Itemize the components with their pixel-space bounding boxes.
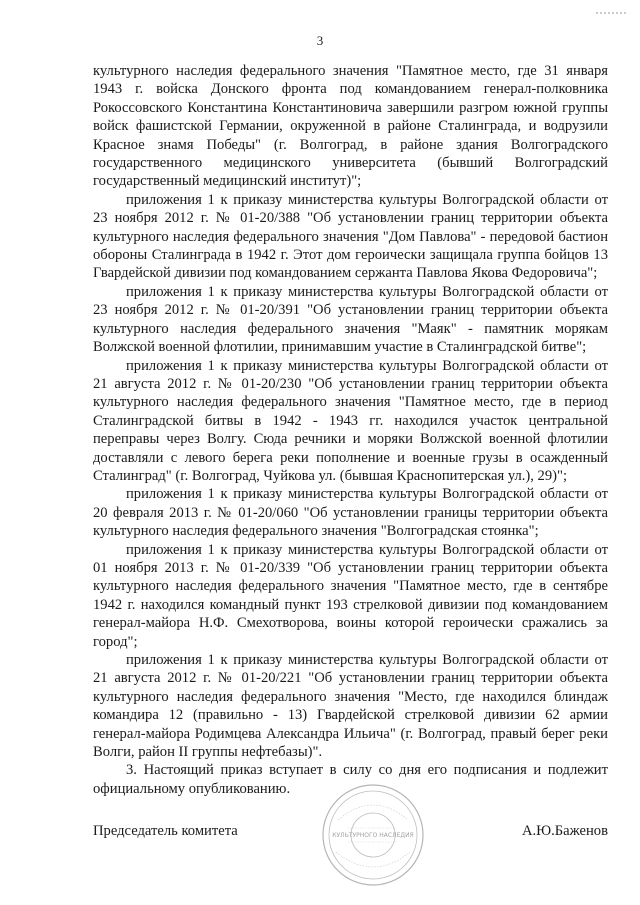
paragraph-appendix-dom-pavlova: приложения 1 к приказу министерства культуры Волгоградской области от 23 ноября 2012 г. № 01-20/388 "Об установлении границ территории объекта культурного наследия федерального значения "Дом Павлова" - передовой бастион обороны Сталинграда в 1942 г. Этот дом героически защищала группа бойцов 13 Гвардейской дивизии под командованием сержанта Павлова Якова Федоровича";: [93, 191, 608, 282]
stamp-text: КУЛЬТУРНОГО НАСЛЕДИЯ: [332, 832, 414, 839]
paragraph-appendix-mayak: приложения 1 к приказу министерства культуры Волгоградской области от 23 ноября 2012 г. № 01-20/391 "Об установлении границ территории объекта культурного наследия федерального значения "Маяк" - памятник морякам Волжской военной флотилии, принимавшим участие в Сталинградской битве";: [93, 283, 608, 356]
paragraph-appendix-stoyanka: приложения 1 к приказу министерства культуры Волгоградской области от 20 февраля 2013 г. № 01-20/060 "Об установлении границы территории объекта культурного наследия федерального значения "Волгоградская стоянка";: [93, 486, 608, 540]
paragraph-appendix-pereprava: приложения 1 к приказу министерства культуры Волгоградской области от 21 августа 2012 г. № 01-20/230 "Об установлении границ территории объекта культурного наследия федерального значения "Памятное место, где в период Сталинградской битвы в 1942 - 1943 гг. находился участок центральной переправы через Волгу. Сюда речники и моряки Волжской военной флотилии доставляли с левого берега реки пополнение и военные грузы в осажденный Сталинград" (г. Волгоград, Чуйкова ул. (бывшая Краснопитерская ул.), 29)";: [93, 357, 608, 484]
signatory-name: А.Ю.Баженов: [521, 823, 608, 839]
scan-mark: [596, 2, 626, 6]
signatory-title: Председатель комитета: [93, 823, 238, 839]
page-number: 3: [316, 33, 324, 48]
paragraph-appendix-kp-193: приложения 1 к приказу министерства культуры Волгоградской области от 01 ноября 2013 г. № 01-20/339 "Об установлении границ территории объекта культурного наследия федерального значения "Памятное место, где в сентябре 1942 г. находился командный пункт 193 стрелковой дивизии под командованием генерал-майора Н.Ф. Смехотворова, воины которой героически сражались за город";: [93, 541, 608, 650]
paragraph-appendix-blindazh: приложения 1 к приказу министерства культуры Волгоградской области от 21 августа 2012 г. № 01-20/221 "Об установлении границ территории объекта культурного наследия федерального значения "Место, где находился блиндаж командира 12 (правильно - 13) Гвардейской стрелковой дивизии 62 армии генерал-майора Родимцева Александра Ильича" (г. Волгоград, правый берег реки Волги, район II группы нефтебазы)".: [93, 652, 608, 761]
paragraph-clause-3: 3. Настоящий приказ вступает в силу со дня его подписания и подлежит официальному опубликованию.: [93, 762, 608, 797]
paragraph-continuation: культурного наследия федерального значения "Памятное место, где 31 января 1943 г. войска Донского фронта под командованием генерал-полковника Рокоссовского Константина Константиновича завершили разгром южной группы войск фашистской Германии, окруженной в районе Сталинграда, и водрузили Красное знамя Победы" (г. Волгоград, в районе здания Волгоградского государственного медицинского университета (бывший Волгоградский государственный медицинский институт)";: [93, 63, 608, 190]
document-body: [93, 62, 608, 798]
official-stamp: [318, 780, 428, 890]
